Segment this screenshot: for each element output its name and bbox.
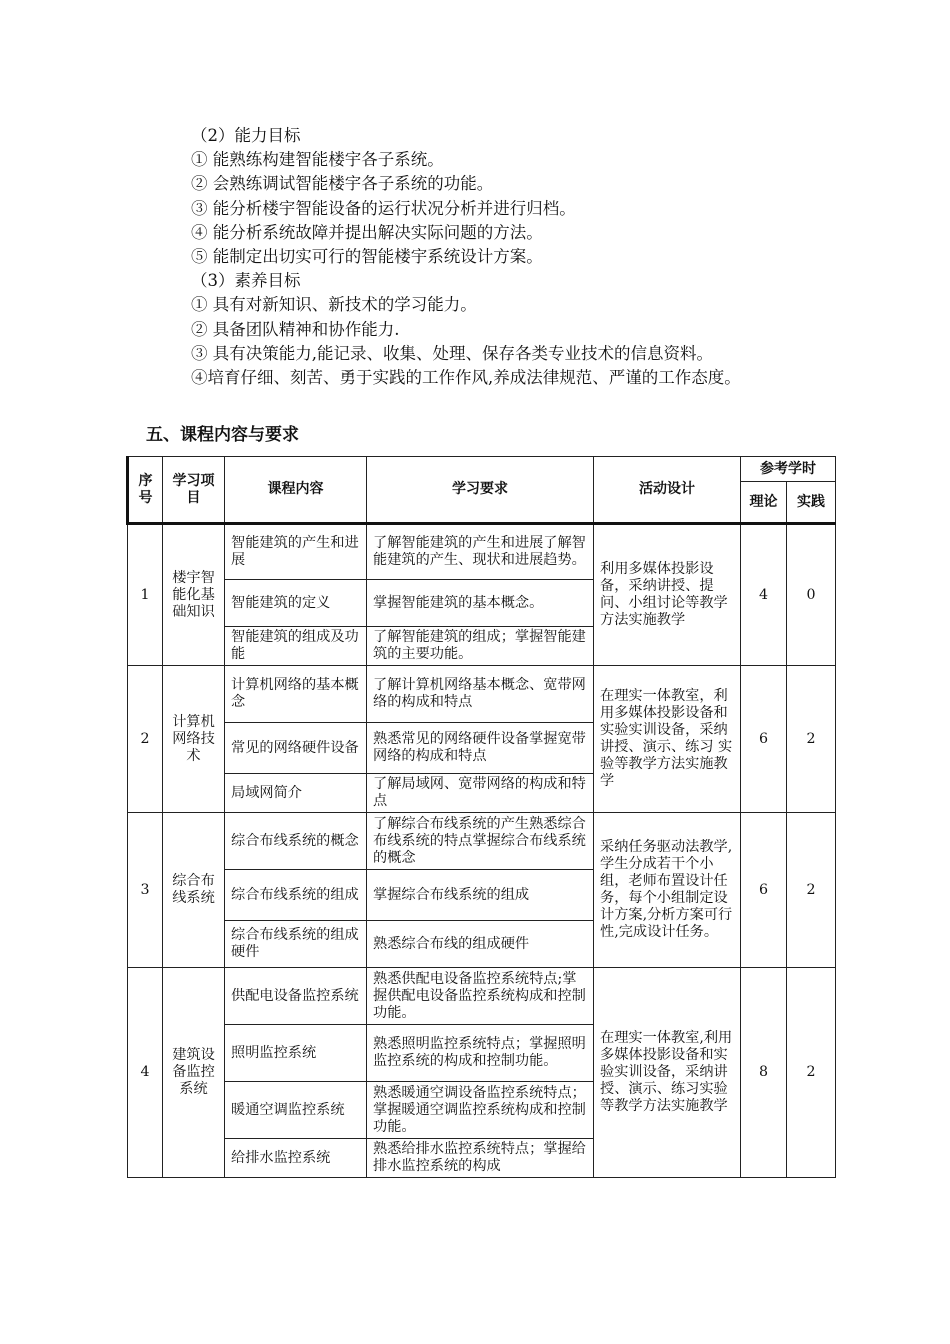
- goal-line: ④培育仔细、刻苦、勇于实践的工作作风,养成法律规范、严谨的工作态度。: [191, 368, 741, 388]
- activity-cell: 在理实一体教室,利用多媒体投影设备和实验实训设备，采纳讲授、演示、练习实验等教学方法实施教学: [594, 968, 741, 1178]
- content-cell: 综合布线系统的组成硬件: [225, 921, 367, 968]
- content-cell: 综合布线系统的概念: [225, 813, 367, 870]
- theory-hours-cell: 6: [741, 813, 787, 968]
- goal-line: ② 具备团队精神和协作能力.: [191, 319, 400, 339]
- project-cell: 楼宇智能化基础知识: [163, 524, 225, 666]
- header-content: 课程内容: [225, 457, 367, 524]
- content-cell: 智能建筑的产生和进展: [225, 524, 367, 580]
- requirement-cell: 掌握智能建筑的基本概念。: [367, 580, 594, 627]
- goal-line: ① 能熟练构建智能楼宇各子系统。: [191, 150, 444, 170]
- goal-line: ⑤ 能制定出切实可行的智能楼宇系统设计方案。: [191, 247, 543, 267]
- content-cell: 常见的网络硬件设备: [225, 723, 367, 774]
- practice-hours-cell: 2: [787, 813, 836, 968]
- goal-line: （3）素养目标: [191, 271, 301, 291]
- table-row: [128, 968, 836, 1025]
- goal-line: ③ 能分析楼宇智能设备的运行状况分析并进行归档。: [191, 198, 576, 218]
- requirement-cell: 熟悉给排水监控系统特点；掌握给排水监控系统的构成: [367, 1139, 594, 1178]
- goal-line: ② 会熟练调试智能楼宇各子系统的功能。: [191, 174, 494, 194]
- goal-line: （2）能力目标: [191, 126, 301, 145]
- header-project: 学习项目: [163, 457, 225, 524]
- activity-cell: 采纳任务驱动法教学,学生分成若干个小组，老师布置设计任务，每个小组制定设计方案,分析方案可行性,完成设计任务。: [594, 813, 741, 968]
- requirement-cell: 掌握综合布线系统的组成: [367, 870, 594, 921]
- goal-line: ③ 具有决策能力,能记录、收集、处理、保存各类专业技术的信息资料。: [191, 343, 713, 363]
- content-cell: 智能建筑的定义: [225, 580, 367, 627]
- content-cell: 计算机网络的基本概念: [225, 666, 367, 723]
- section-title: 五、课程内容与要求: [146, 425, 299, 445]
- requirement-cell: 熟悉综合布线的组成硬件: [367, 921, 594, 968]
- table-row: [128, 666, 836, 723]
- ability-goals-list: [191, 124, 811, 390]
- requirement-cell: 了解智能建筑的组成；掌握智能建筑的主要功能。: [367, 627, 594, 666]
- content-cell: 供配电设备监控系统: [225, 968, 367, 1025]
- goal-line: ④ 能分析系统故障并提出解决实际问题的方法。: [191, 222, 543, 242]
- table-row: [128, 813, 836, 870]
- requirement-cell: 熟悉供配电设备监控系统特点;掌握供配电设备监控系统构成和控制功能。: [367, 968, 594, 1025]
- activity-cell: 在理实一体教室，利用多媒体投影设备和实验实训设备，采纳讲授、演示、练习 实验等教学方法实施教学: [594, 666, 741, 813]
- theory-hours-cell: 6: [741, 666, 787, 813]
- requirement-cell: 了解综合布线系统的产生熟悉综合布线系统的特点掌握综合布线系统的概念: [367, 813, 594, 870]
- project-cell: 建筑设备监控系统: [163, 968, 225, 1178]
- header-hours: 参考学时: [741, 457, 836, 482]
- seq-cell: 1: [128, 524, 163, 666]
- header-practice: 实践: [787, 482, 836, 524]
- header-activity: 活动设计: [594, 457, 741, 524]
- activity-cell: 利用多媒体投影设备，采纳讲授、提问、小组讨论等教学方法实施教学: [594, 524, 741, 666]
- requirement-cell: 了解局域网、宽带网络的构成和特点: [367, 774, 594, 813]
- header-requirement: 学习要求: [367, 457, 594, 524]
- course-content-table: [126, 456, 836, 1178]
- table-row: [128, 524, 836, 580]
- content-cell: 智能建筑的组成及功能: [225, 627, 367, 666]
- project-cell: 综合布线系统: [163, 813, 225, 968]
- practice-hours-cell: 2: [787, 968, 836, 1178]
- practice-hours-cell: 0: [787, 524, 836, 666]
- header-seq: 序号: [128, 457, 163, 524]
- practice-hours-cell: 2: [787, 666, 836, 813]
- requirement-cell: 熟悉照明监控系统特点；掌握照明监控系统的构成和控制功能。: [367, 1025, 594, 1082]
- goal-line: ① 具有对新知识、新技术的学习能力。: [191, 295, 477, 315]
- content-cell: 照明监控系统: [225, 1025, 367, 1082]
- project-cell: 计算机网络技术: [163, 666, 225, 813]
- seq-cell: 3: [128, 813, 163, 968]
- content-cell: 局域网简介: [225, 774, 367, 813]
- requirement-cell: 了解智能建筑的产生和进展了解智能建筑的产生、现状和进展趋势。: [367, 524, 594, 580]
- content-cell: 综合布线系统的组成: [225, 870, 367, 921]
- requirement-cell: 熟悉暖通空调设备监控系统特点；掌握暖通空调监控系统构成和控制功能。: [367, 1082, 594, 1139]
- content-cell: 暖通空调监控系统: [225, 1082, 367, 1139]
- theory-hours-cell: 8: [741, 968, 787, 1178]
- requirement-cell: 熟悉常见的网络硬件设备掌握宽带网络的构成和特点: [367, 723, 594, 774]
- seq-cell: 2: [128, 666, 163, 813]
- requirement-cell: 了解计算机网络基本概念、宽带网络的构成和特点: [367, 666, 594, 723]
- header-theory: 理论: [741, 482, 787, 524]
- theory-hours-cell: 4: [741, 524, 787, 666]
- content-cell: 给排水监控系统: [225, 1139, 367, 1178]
- seq-cell: 4: [128, 968, 163, 1178]
